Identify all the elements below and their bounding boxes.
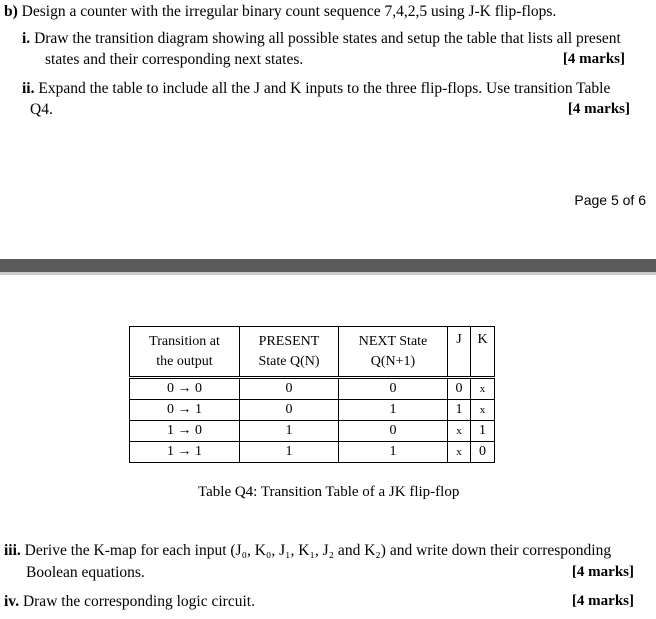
cell-k: 1 (471, 421, 495, 442)
cell-next: 1 (339, 400, 448, 421)
cell-k: 0 (471, 442, 495, 463)
page-number: Page 5 of 6 (574, 192, 646, 208)
part-iii-line2: Boolean equations. (26, 564, 145, 581)
cell-k: x (471, 400, 495, 421)
part-i-number: i. (22, 30, 31, 47)
cell-transition: 1 → 0 (130, 421, 240, 442)
cell-k: x (471, 378, 495, 400)
part-i-line1 (22, 30, 621, 48)
cell-j: 0 (448, 378, 471, 400)
cell-present: 1 (240, 421, 339, 442)
transition-table (129, 326, 495, 463)
part-ii-line2: Q4. (30, 101, 53, 118)
part-iii-line1 (4, 542, 611, 560)
part-iv-number: iv. (4, 593, 20, 610)
table-row (130, 442, 495, 463)
table-caption: Table Q4: Transition Table of a JK flip-flop (198, 484, 460, 500)
header-present-state: PRESENT State Q(N) (240, 327, 339, 378)
cell-present: 0 (240, 378, 339, 400)
part-iii-text1: Derive the K-map for each input (J₀, K₀, J₁, K₁, J₂ and K₂) and write down their corresponding (24, 542, 612, 559)
table-header-row (130, 327, 495, 378)
cell-next: 0 (339, 378, 448, 400)
header-transition: Transition at the output (130, 327, 240, 378)
question-b-label: b) (4, 3, 18, 20)
part-ii-line1 (22, 80, 610, 98)
part-iii-number: iii. (4, 542, 21, 559)
part-ii-text1: Expand the table to include all the J and K inputs to the three flip-flops. Use transition Table (38, 80, 611, 97)
table-row (130, 421, 495, 442)
cell-j: x (448, 421, 471, 442)
cell-next: 1 (339, 442, 448, 463)
part-i-line2: states and their corresponding next states. (45, 51, 304, 68)
part-iv-marks: [4 marks] (571, 593, 634, 609)
table-row (130, 378, 495, 400)
cell-transition: 0 → 0 (130, 378, 240, 400)
cell-transition: 0 → 1 (130, 400, 240, 421)
part-iii-marks: [4 marks] (571, 564, 634, 580)
part-iv-text: Draw the corresponding logic circuit. (22, 593, 255, 610)
cell-j: x (448, 442, 471, 463)
cell-present: 0 (240, 400, 339, 421)
part-i-text1: Draw the transition diagram showing all possible states and setup the table that lists all present (34, 30, 621, 47)
part-i-marks: [4 marks] (562, 51, 625, 67)
cell-transition: 1 → 1 (130, 442, 240, 463)
cell-present: 1 (240, 442, 339, 463)
part-ii-marks: [4 marks] (567, 101, 630, 117)
part-ii-number: ii. (22, 80, 35, 97)
cell-j: 1 (448, 400, 471, 421)
header-next-state: NEXT State Q(N+1) (339, 327, 448, 378)
question-b (4, 3, 556, 21)
part-iv-line (4, 593, 255, 611)
table-row (130, 400, 495, 421)
question-b-text: Design a counter with the irregular binary count sequence 7,4,2,5 using J-K flip-flops. (21, 3, 557, 20)
header-k: K (471, 327, 495, 378)
cell-next: 0 (339, 421, 448, 442)
page-divider (0, 259, 656, 272)
header-j: J (448, 327, 471, 378)
